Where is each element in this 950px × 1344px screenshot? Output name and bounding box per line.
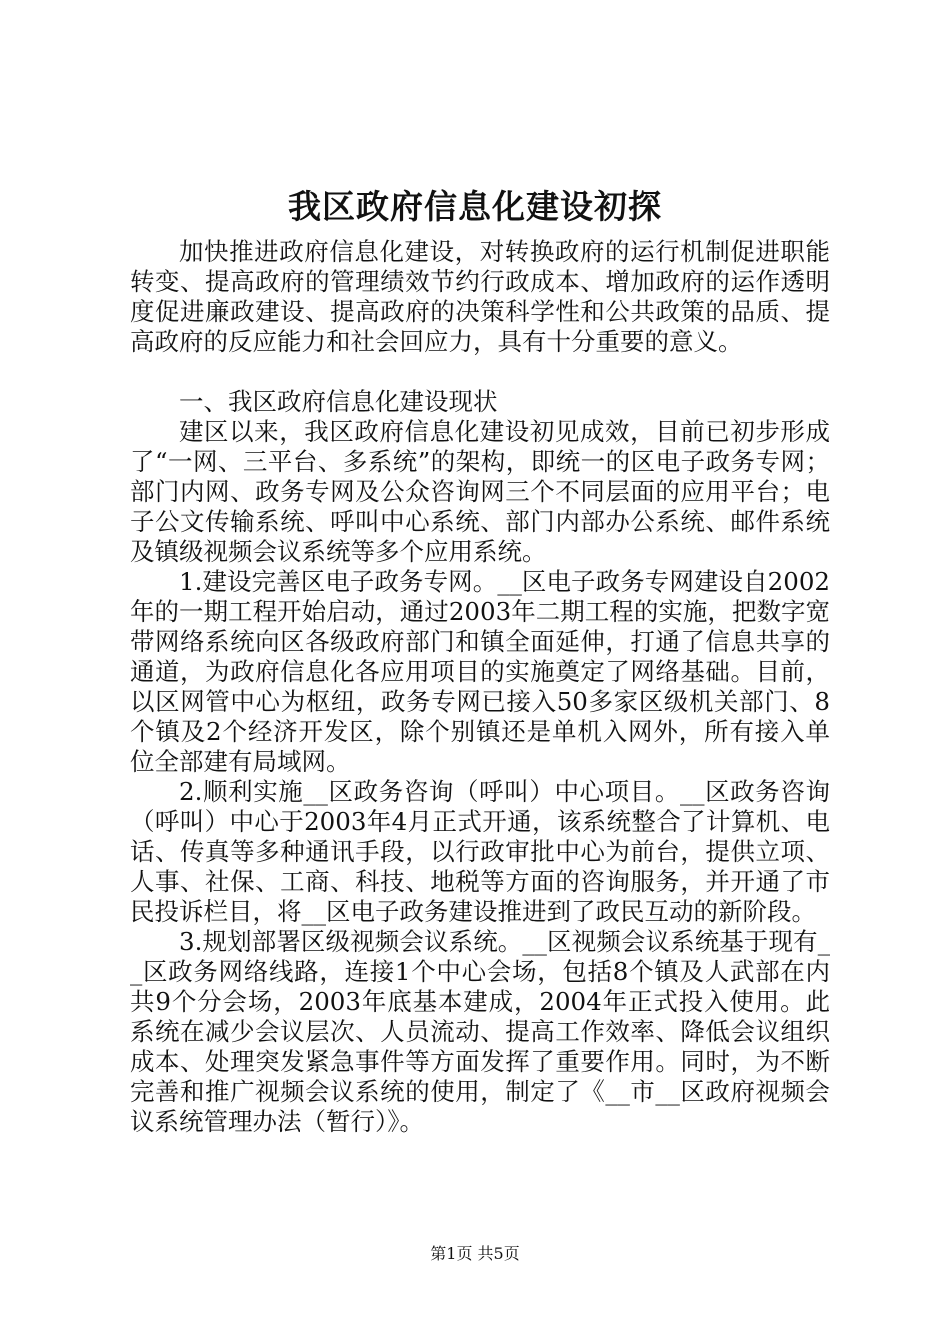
document-title: 我区政府信息化建设初探: [288, 187, 662, 226]
item-3-paragraph: 3.规划部署区级视频会议系统。__区视频会议系统基于现有__区政务网络线路，连接1个中心会场，包括8个镇及人武部在内共9个分会场，2003年底基本建成，2004年正式投入使用。此系统在减少会议层次、人员流动、提高工作效率、降低会议组织成本、处理突发紧急事件等方面发挥了重要作用。同时，为不断完善和推广视频会议系统的使用，制定了《__市__区政府视频会议系统管理办法（暂行）》。: [130, 927, 830, 1136]
intro-paragraph: 加快推进政府信息化建设，对转换政府的运行机制促进职能转变、提高政府的管理绩效节约行政成本、增加政府的运作透明度促进廉政建设、提高政府的决策科学性和公共政策的品质、提高政府的反应能力和社会回应力，具有十分重要的意义。: [130, 237, 830, 356]
section-heading: 一、我区政府信息化建设现状: [179, 387, 498, 416]
document-body: [130, 237, 830, 1137]
status-paragraph: 建区以来，我区政府信息化建设初见成效，目前已初步形成了“一网、三平台、多系统”的架构，即统一的区电子政务专网；部门内网、政务专网及公众咨询网三个不同层面的应用平台；电子公文传输系统、呼叫中心系统、部门内部办公系统、邮件系统及镇级视频会议系统等多个应用系统。: [130, 417, 830, 566]
page-footer: 第1页 共5页: [430, 1244, 520, 1263]
item-1-paragraph: 1.建设完善区电子政务专网。__区电子政务专网建设自2002年的一期工程开始启动，通过2003年二期工程的实施，把数字宽带网络系统向区各级政府部门和镇全面延伸，打通了信息共享的通道，为政府信息化各应用项目的实施奠定了网络基础。目前，以区网管中心为枢纽，政务专网已接入50多家区级机关部门、8个镇及2个经济开发区，除个别镇还是单机入网外，所有接入单位全部建有局域网。: [130, 567, 830, 776]
item-2-paragraph: 2.顺利实施__区政务咨询（呼叫）中心项目。__区政务咨询（呼叫）中心于2003年4月正式开通，该系统整合了计算机、电话、传真等多种通讯手段，以行政审批中心为前台，提供立项、人事、社保、工商、科技、地税等方面的咨询服务，并开通了市民投诉栏目，将__区电子政务建设推进到了政民互动的新阶段。: [130, 777, 830, 926]
